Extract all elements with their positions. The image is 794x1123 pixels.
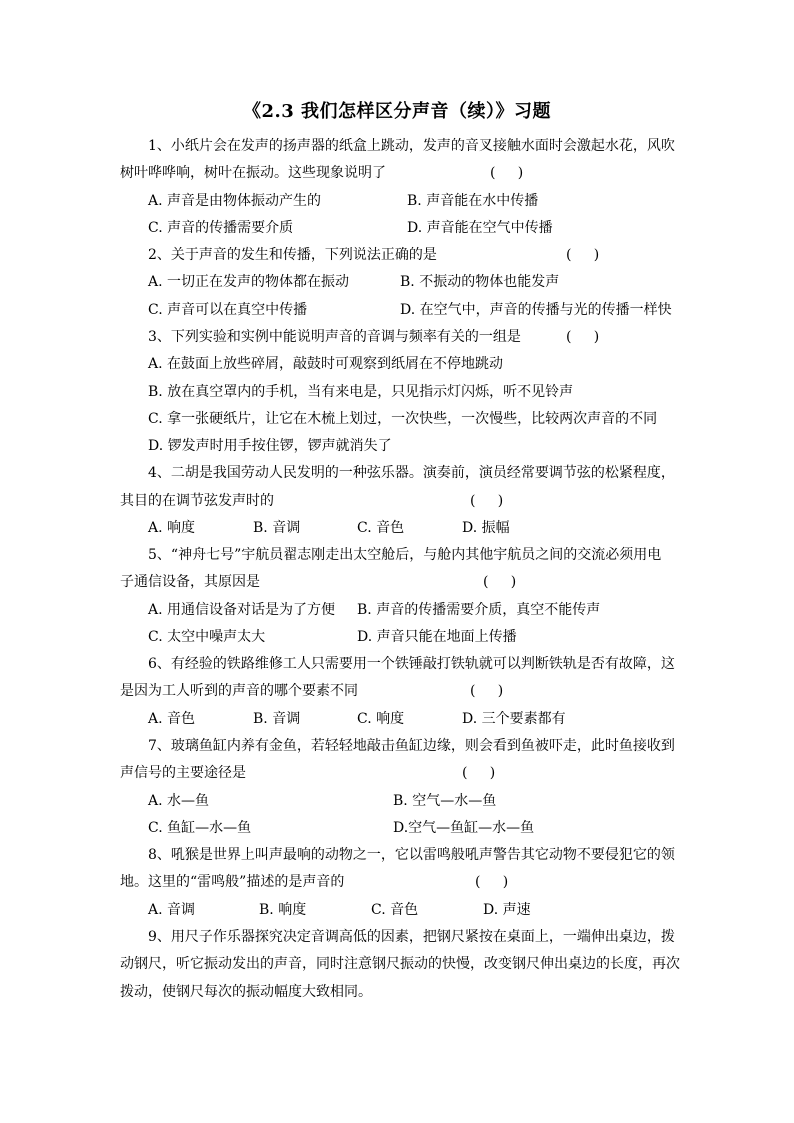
question-3-option-a[interactable]: A. 在鼓面上放些碎屑，敲鼓时可观察到纸屑在不停地跳动	[148, 356, 504, 372]
question-4-option-d[interactable]: D. 振幅	[462, 520, 510, 536]
question-5-option-c[interactable]: C. 太空中噪声太大	[148, 629, 266, 645]
question-1-option-c[interactable]: C. 声音的传播需要介质	[148, 220, 294, 236]
question-5-text-cont: 子通信设备，其原因是	[120, 574, 260, 590]
question-7-text: 7、玻璃鱼缸内养有金鱼，若轻轻地敲击鱼缸边缘，则会看到鱼被吓走，此时鱼接收到	[148, 738, 675, 754]
question-6-option-c[interactable]: C. 响度	[357, 711, 405, 727]
question-7-answer-blank[interactable]: ( )	[462, 765, 496, 781]
question-6-option-b[interactable]: B. 音调	[253, 711, 301, 727]
question-4-text-cont: 其目的在调节弦发声时的	[120, 493, 274, 509]
question-2-text: 2、关于声音的发生和传播，下列说法正确的是	[148, 247, 437, 263]
question-1-answer-blank[interactable]: ( )	[490, 165, 524, 181]
question-4-option-b[interactable]: B. 音调	[253, 520, 301, 536]
question-5-option-a[interactable]: A. 用通信设备对话是为了方便	[148, 602, 336, 618]
question-2-answer-blank[interactable]: ( )	[566, 247, 600, 263]
question-7-text-cont: 声信号的主要途径是	[120, 765, 246, 781]
question-9-text: 9、用尺子作乐器探究决定音调高低的因素，把钢尺紧按在桌面上，一端伸出桌边，拨	[148, 929, 675, 945]
question-3-option-c[interactable]: C. 拿一张硬纸片，让它在木梳上划过，一次快些，一次慢些，比较两次声音的不同	[148, 411, 658, 427]
question-5-text: 5、“神舟七号”宇航员翟志刚走出太空舱后，与舱内其他宇航员之间的交流必须用电	[148, 547, 662, 563]
question-9-text-cont: 动钢尺，听它振动发出的声音，同时注意钢尺振动的快慢，改变钢尺伸出桌边的长度，再次	[120, 956, 680, 972]
question-8-option-a[interactable]: A. 音调	[148, 902, 196, 918]
question-1-text: 1、小纸片会在发声的扬声器的纸盒上跳动，发声的音叉接触水面时会激起水花，风吹	[148, 138, 675, 154]
question-3-text: 3、下列实验和实例中能说明声音的音调与频率有关的一组是	[148, 329, 521, 345]
question-7-option-b[interactable]: B. 空气—水—鱼	[393, 793, 497, 809]
question-6-text-cont: 是因为工人听到的声音的哪个要素不同	[120, 683, 358, 699]
question-5-option-d[interactable]: D. 声音只能在地面上传播	[357, 629, 517, 645]
question-1-option-a[interactable]: A. 声音是由物体振动产生的	[148, 193, 322, 209]
question-6-text: 6、有经验的铁路维修工人只需要用一个铁锤敲打铁轨就可以判断铁轨是否有故障，这	[148, 656, 675, 672]
question-8-option-b[interactable]: B. 响度	[259, 902, 307, 918]
question-5-option-b[interactable]: B. 声音的传播需要介质，真空不能传声	[357, 602, 601, 618]
question-8-option-c[interactable]: C. 音色	[371, 902, 419, 918]
question-8-option-d[interactable]: D. 声速	[483, 902, 531, 918]
question-2-option-d[interactable]: D. 在空气中，声音的传播与光的传播一样快	[400, 302, 672, 318]
question-3-option-b[interactable]: B. 放在真空罩内的手机，当有来电是，只见指示灯闪烁，听不见铃声	[148, 384, 574, 400]
question-7-option-a[interactable]: A. 水—鱼	[148, 793, 210, 809]
page-title: 《2.3 我们怎样区分声音（续）》习题	[242, 101, 552, 122]
question-8-text: 8、吼猴是世界上叫声最响的动物之一，它以雷鸣般吼声警告其它动物不要侵犯它的领	[148, 847, 675, 863]
question-3-option-d[interactable]: D. 锣发声时用手按住锣，锣声就消失了	[148, 438, 392, 454]
question-7-option-d[interactable]: D.空气—鱼缸—水—鱼	[393, 820, 535, 836]
question-1-option-b[interactable]: B. 声音能在水中传播	[407, 193, 539, 209]
question-2-option-a[interactable]: A. 一切正在发声的物体都在振动	[148, 274, 350, 290]
question-6-option-d[interactable]: D. 三个要素都有	[462, 711, 566, 727]
question-2-option-c[interactable]: C. 声音可以在真空中传播	[148, 302, 308, 318]
question-7-option-c[interactable]: C. 鱼缸—水—鱼	[148, 820, 252, 836]
question-4-option-a[interactable]: A. 响度	[148, 520, 196, 536]
question-4-answer-blank[interactable]: ( )	[470, 493, 504, 509]
question-9-text-cont-2: 拨动，使钢尺每次的振动幅度大致相同。	[120, 984, 372, 1000]
question-8-text-cont: 地。这里的“雷鸣般”描述的是声音的	[120, 874, 345, 890]
question-1-text-cont: 树叶哗哗响，树叶在振动。这些现象说明了	[120, 165, 386, 181]
question-8-answer-blank[interactable]: ( )	[475, 874, 509, 890]
question-1-option-d[interactable]: D. 声音能在空气中传播	[407, 220, 553, 236]
question-2-option-b[interactable]: B. 不振动的物体也能发声	[400, 274, 560, 290]
question-4-text: 4、二胡是我国劳动人民发明的一种弦乐器。演奏前，演员经常要调节弦的松紧程度，	[148, 465, 675, 481]
question-4-option-c[interactable]: C. 音色	[357, 520, 405, 536]
question-5-answer-blank[interactable]: ( )	[483, 574, 517, 590]
question-3-answer-blank[interactable]: ( )	[566, 329, 600, 345]
question-6-answer-blank[interactable]: ( )	[470, 683, 504, 699]
question-6-option-a[interactable]: A. 音色	[148, 711, 196, 727]
